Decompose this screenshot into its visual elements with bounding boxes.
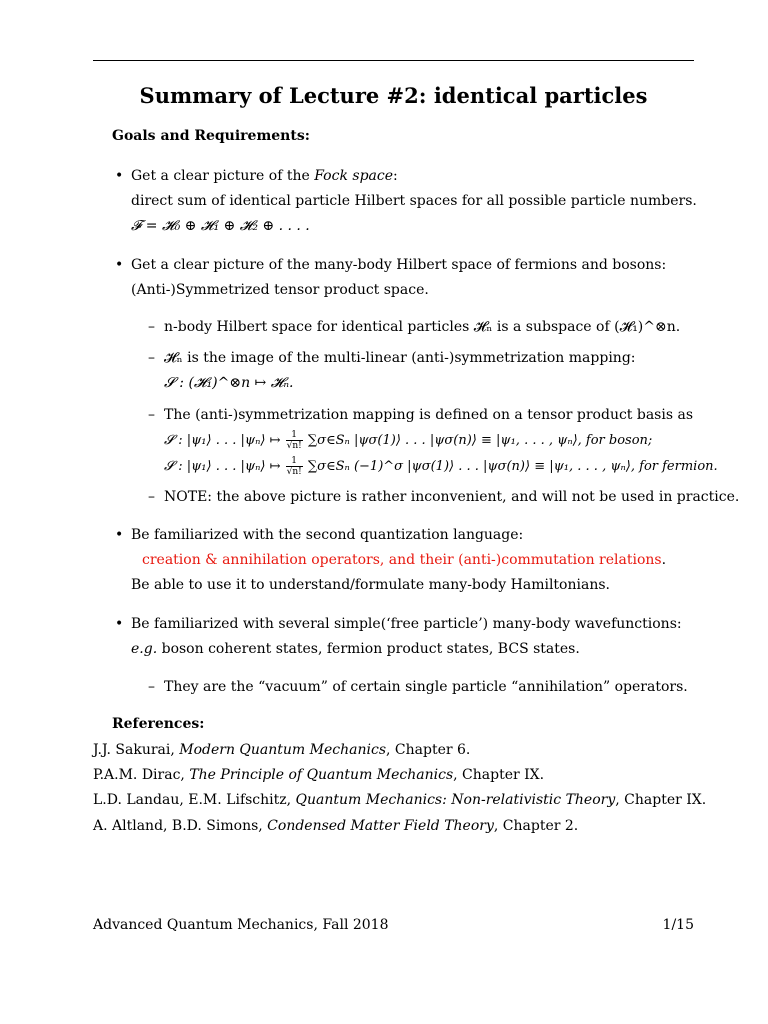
dash-marker: – <box>148 319 155 335</box>
bullet-marker: • <box>115 527 124 543</box>
reference-title: Quantum Mechanics: Non-relativistic Theory <box>295 792 616 808</box>
footer-course: Advanced Quantum Mechanics, Fall 2018 <box>93 917 389 933</box>
fermion-formula-right: ∑σ∈Sₙ (−1)^σ |ψσ(1)⟩ . . . |ψσ(n)⟩ ≡ |ψ₁, . . . , ψₙ⟩, for fermion. <box>307 459 718 474</box>
dash-marker: – <box>148 350 155 366</box>
goals-heading: Goals and Requirements: <box>112 128 310 144</box>
reference-item <box>93 742 470 758</box>
fock-space-formula: 𝓕 = 𝓗₀ ⊕ 𝓗₁ ⊕ 𝓗₂ ⊕ . . . . <box>131 218 310 234</box>
reference-title: Modern Quantum Mechanics <box>179 742 387 758</box>
page-title: Summary of Lecture #2: identical particles <box>139 83 648 108</box>
mapping-definition-statement: The (anti-)symmetrization mapping is defined on a tensor product basis as <box>164 407 694 423</box>
reference-title: Condensed Matter Field Theory <box>267 818 494 834</box>
fock-space-term: Fock space <box>314 168 394 184</box>
fraction-denominator: √n! <box>286 467 302 477</box>
period: . <box>661 552 667 568</box>
normalization-fraction <box>286 456 303 477</box>
hilbert-space-description: (Anti-)Symmetrized tensor product space. <box>131 282 429 298</box>
reference-chapter: , Chapter IX. <box>453 767 545 783</box>
reference-item <box>93 792 706 808</box>
header-rule <box>93 60 694 61</box>
fraction-denominator: √n! <box>286 441 302 451</box>
reference-authors: J.J. Sakurai, <box>93 742 180 758</box>
references-heading: References: <box>112 716 205 732</box>
boson-formula-right: ∑σ∈Sₙ |ψσ(1)⟩ . . . |ψσ(n)⟩ ≡ |ψ₁, . . . , ψₙ⟩, for boson; <box>307 433 653 448</box>
vacuum-statement: They are the “vacuum” of certain single particle “annihilation” operators. <box>164 679 688 695</box>
second-quantization-goal: Be familiarized with the second quantization language: <box>131 527 524 543</box>
reference-item <box>93 767 544 783</box>
reference-authors: L.D. Landau, E.M. Lifschitz, <box>93 792 296 808</box>
subspace-statement: n-body Hilbert space for identical particles 𝓗ₙ is a subspace of (𝓗₁)^⊗n. <box>164 319 681 335</box>
hilbert-space-goal: Get a clear picture of the many-body Hilbert space of fermions and bosons: <box>131 257 667 273</box>
bullet-marker: • <box>115 257 124 273</box>
symmetrization-image-statement: 𝓗ₙ is the image of the multi-linear (anti-)symmetrization mapping: <box>164 350 636 366</box>
fock-space-goal <box>131 168 398 184</box>
footer-page-number: 1/15 <box>662 917 694 933</box>
reference-chapter: , Chapter 6. <box>386 742 471 758</box>
fock-goal-text: Get a clear picture of the <box>131 168 315 184</box>
fermion-formula-left: 𝓢 : |ψ₁⟩ . . . |ψₙ⟩ ↦ <box>164 459 281 474</box>
hamiltonian-statement: Be able to use it to understand/formulate many-body Hamiltonians. <box>131 577 610 593</box>
fraction-numerator: 1 <box>286 456 303 467</box>
creation-annihilation-line <box>142 552 666 568</box>
highlighted-operators-text: creation & annihilation operators, and their (anti-)commutation relations <box>142 552 662 568</box>
fermion-formula <box>164 456 718 477</box>
symmetrization-mapping-formula: 𝓢 : (𝓗₁)^⊗n ↦ 𝓗ₙ. <box>164 375 294 391</box>
boson-formula <box>164 430 652 451</box>
dash-marker: – <box>148 679 155 695</box>
wavefunction-examples <box>131 641 580 657</box>
fraction-numerator: 1 <box>286 430 303 441</box>
reference-item <box>93 818 578 834</box>
reference-chapter: , Chapter 2. <box>493 818 579 834</box>
reference-chapter: , Chapter IX. <box>615 792 707 808</box>
examples-text: boson coherent states, fermion product states, BCS states. <box>157 641 580 657</box>
reference-title: The Principle of Quantum Mechanics <box>189 767 454 783</box>
dash-marker: – <box>148 407 155 423</box>
boson-formula-left: 𝓢 : |ψ₁⟩ . . . |ψₙ⟩ ↦ <box>164 433 281 448</box>
bullet-marker: • <box>115 168 124 184</box>
note-statement: NOTE: the above picture is rather inconvenient, and will not be used in practice. <box>164 489 740 505</box>
dash-marker: – <box>148 489 155 505</box>
reference-authors: A. Altland, B.D. Simons, <box>93 818 268 834</box>
eg-abbrev: e.g. <box>131 641 158 657</box>
normalization-fraction <box>286 430 303 451</box>
fock-goal-colon: : <box>393 168 398 184</box>
bullet-marker: • <box>115 616 124 632</box>
wavefunctions-goal: Be familiarized with several simple(‘free particle’) many-body wavefunctions: <box>131 616 682 632</box>
fock-space-description: direct sum of identical particle Hilbert spaces for all possible particle numbers. <box>131 193 697 209</box>
reference-authors: P.A.M. Dirac, <box>93 767 190 783</box>
